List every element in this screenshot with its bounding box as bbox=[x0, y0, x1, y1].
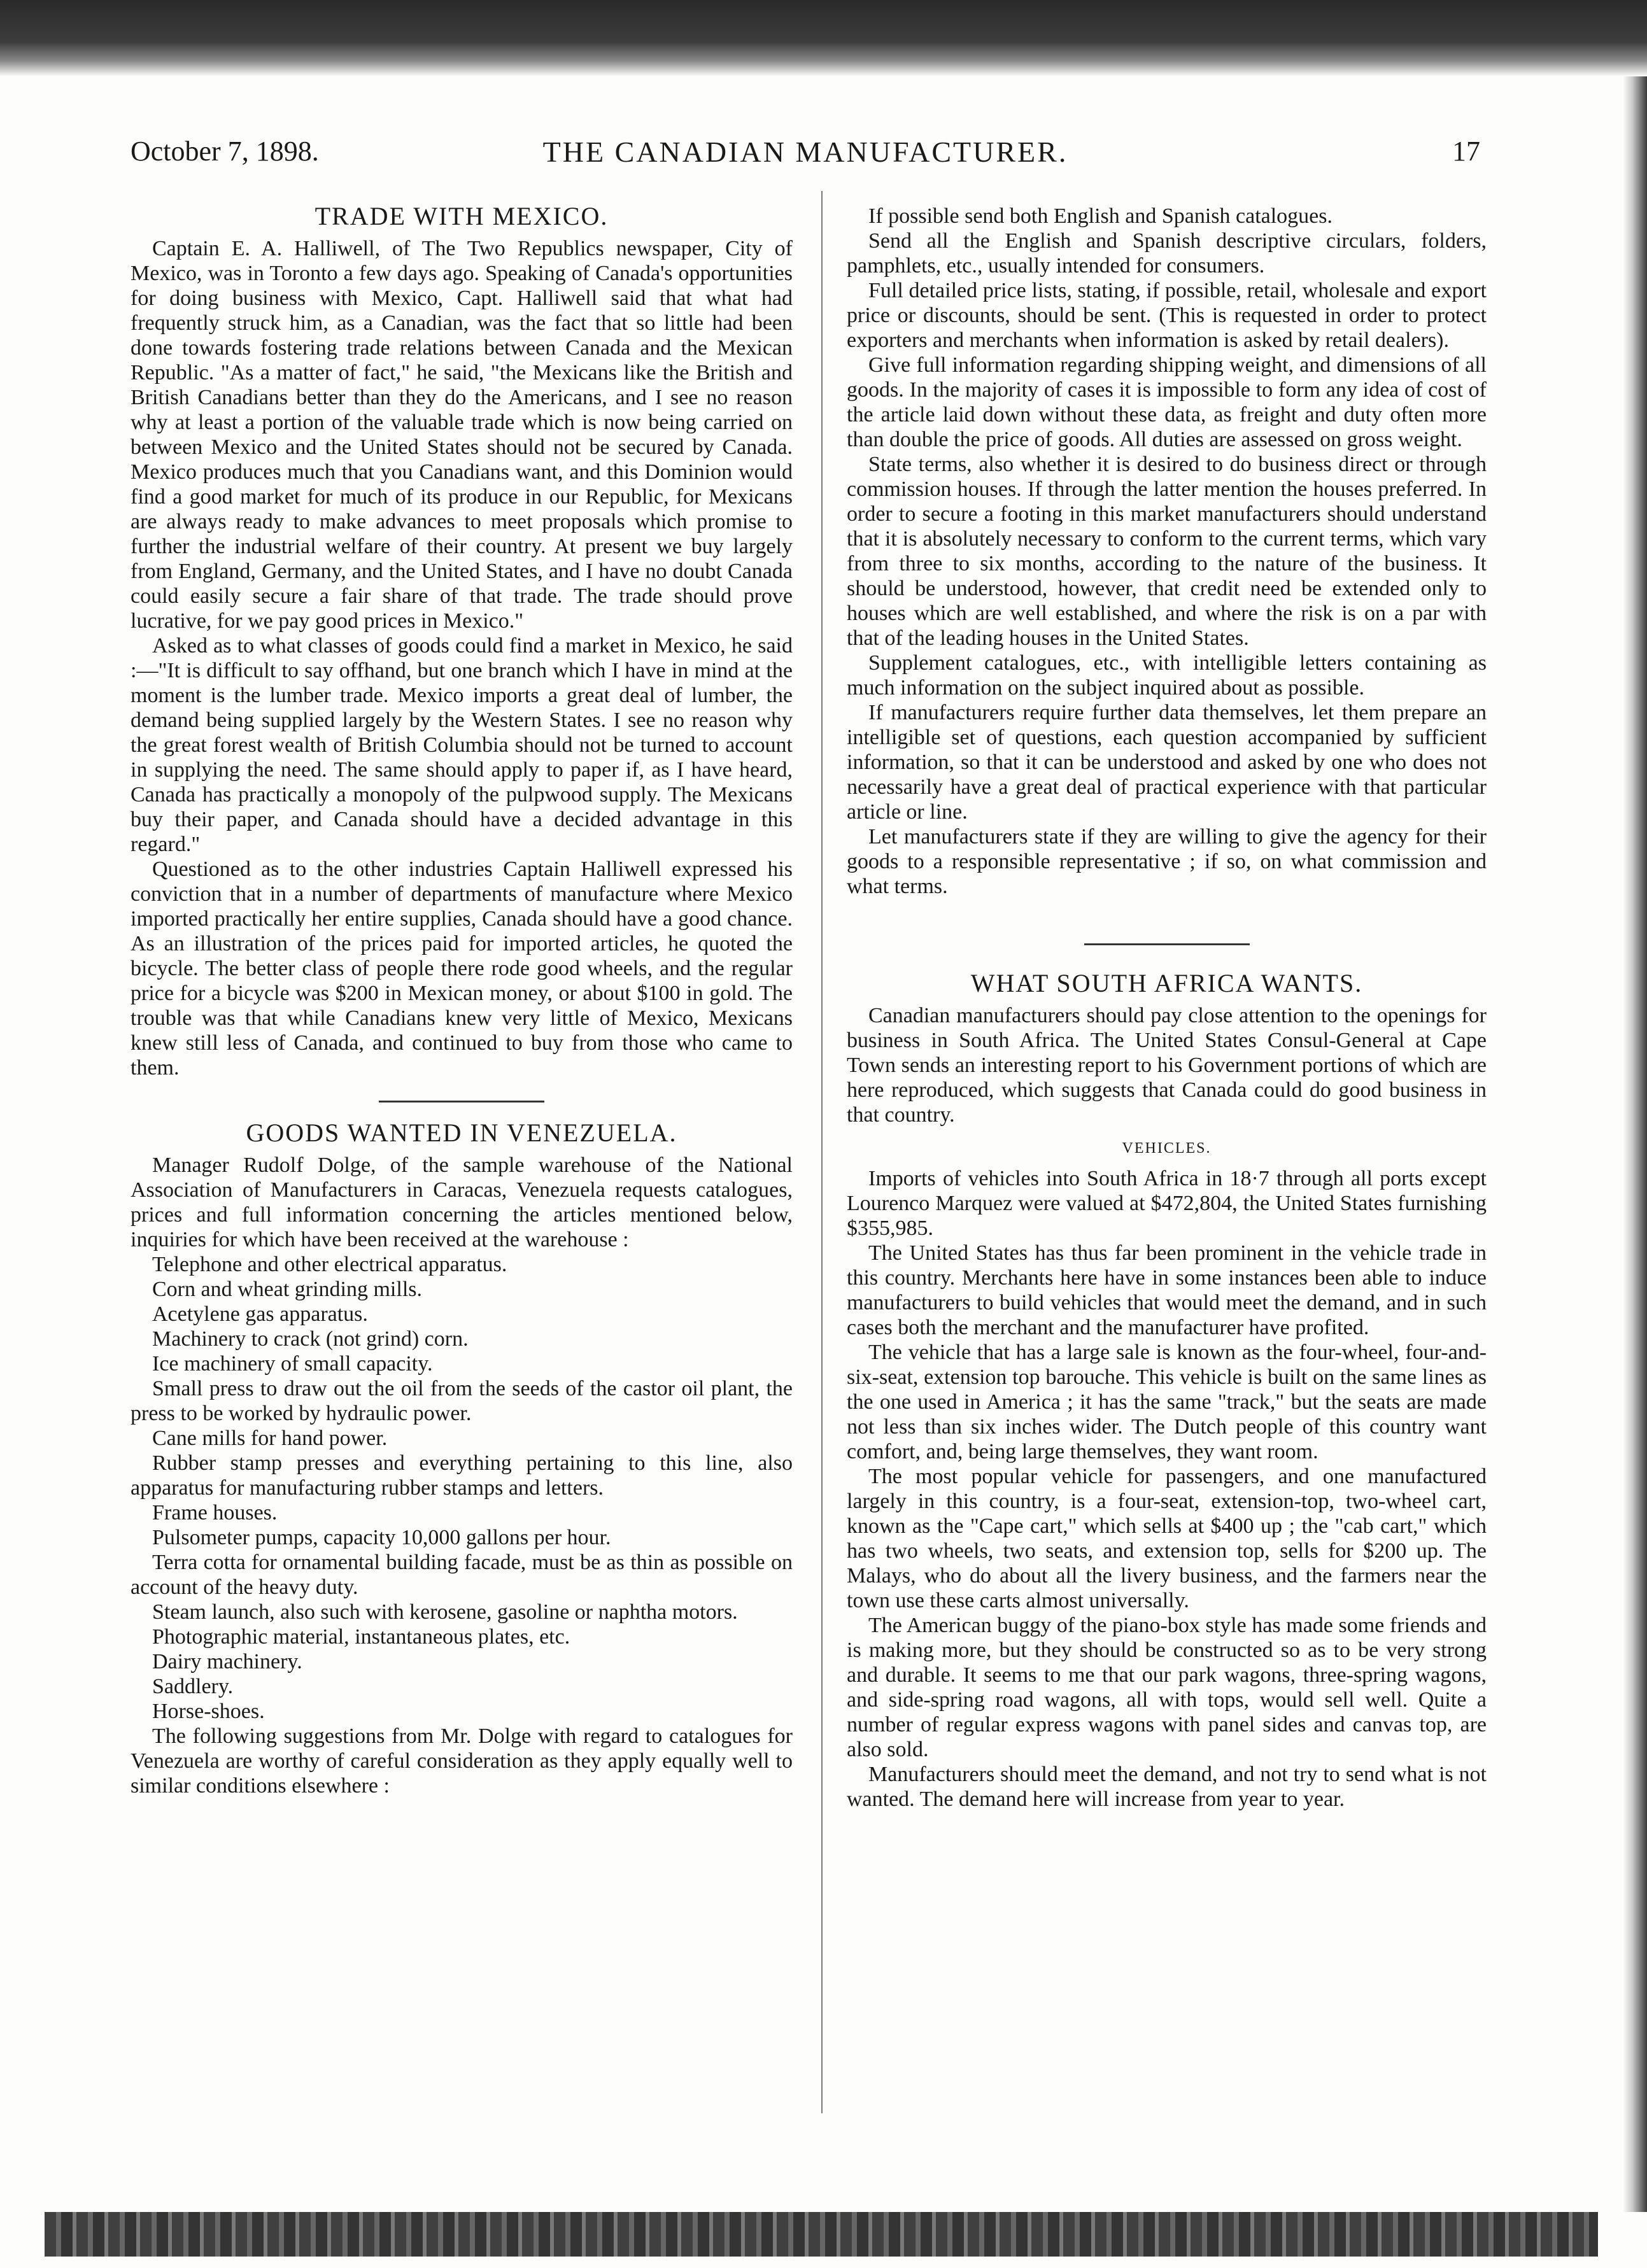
suggestion-item: If manufacturers require further data themselves, let them prepare an intelligible set of questions, each question accompanied by sufficient information, so that it can be understood and asked by one who does not necessarily have a great deal of practical experience with that particular article or line. bbox=[847, 701, 1487, 824]
list-item: Telephone and other electrical apparatus. bbox=[152, 1253, 507, 1276]
article-paragraph: The American buggy of the piano-box style has made some friends and is making more, but they should be constructed so as to be very strong and durable. It seems to me that our park wagons, three-spring wagons, and side-spring road wagons, all with tops, would sell well. Quite a number of regular express wagons with panel sides and canvas top, are also sold. bbox=[847, 1614, 1487, 1761]
list-item: Terra cotta for ornamental building facade, must be as thin as possible on account of the heavy duty. bbox=[131, 1551, 793, 1599]
article-what-south-africa-wants bbox=[847, 971, 1487, 1812]
article-paragraph: The United States has thus far been prominent in the vehicle trade in this country. Merchants here have in some instances been able to induce manufacturers to build vehicles that would meet the demand, and in such cases both the merchant and the manufacturer have profited. bbox=[847, 1241, 1487, 1339]
list-item: Pulsometer pumps, capacity 10,000 gallons per hour. bbox=[152, 1526, 611, 1549]
article-paragraph: The most popular vehicle for passengers, and one manufactured largely in this country, is a four-seat, extension-top, two-wheel cart, known as the "Cape cart," which sells at $400 up ; the "cab cart," which has two wheels, two seats, and extension top, sells for $200 up. The Malays, who do about all the livery business, and the farmers near the town use these carts almost universally. bbox=[847, 1465, 1487, 1612]
column-divider bbox=[821, 191, 823, 2113]
article-paragraph: Asked as to what classes of goods could find a market in Mexico, he said :—"It is difficult to say offhand, but one branch which I have in mind at the moment is the lumber trade. Mexico imports a great deal of lumber, the demand being supplied largely by the Western States. I see no reason why the great forest wealth of British Columbia should not be turned to account in supplying the need. The same should apply to paper if, as I have heard, Canada has practically a monopoly of the pulpwood supply. The Mexicans buy their paper, and Canada should have a decided advantage in this regard." bbox=[131, 634, 793, 856]
suggestion-item: State terms, also whether it is desired to do business direct or through commission houses. If through the latter mention the houses preferred. In order to secure a footing in this market manufacturers should understand that it is absolutely necessary to conform to the current terms, which vary from three to six months, according to the nature of the business. It should be understood, however, that credit need be extended only to houses which are well established, and where the risk is on a par with that of the leading houses in the United States. bbox=[847, 453, 1487, 650]
list-item: Horse-shoes. bbox=[152, 1700, 265, 1723]
scan-border-bottom bbox=[45, 2212, 1598, 2257]
suggestion-item: Give full information regarding shipping weight, and dimensions of all goods. In the majority of cases it is impossible to form any idea of cost of the article laid down without these data, as freight and duty often more than double the price of goods. All duties are assessed on gross weight. bbox=[847, 353, 1487, 451]
list-item: Ice machinery of small capacity. bbox=[152, 1352, 433, 1376]
article-paragraph: Captain E. A. Halliwell, of The Two Republics newspaper, City of Mexico, was in Toronto a few days ago. Speaking of Canada's opportunities for doing business with Mexico, Capt. Halliwell said that what had frequently struck him, as a Canadian, was the fact that so little had been done towards fostering trade relations between Canada and the Mexican Republic. "As a matter of fact," he said, "the Mexicans like the British and British Canadians better than they do the Americans, and I see no reason why at least a portion of the valuable trade which is now being carried on between Mexico and the United States should not be secured by Canada. Mexico produces much that you Canadians want, and this Dominion would find a good market for much of its produce in our Republic, for Mexicans are always ready to make advances to meet proposals which promise to further the industrial welfare of their country. At present we buy largely from England, Germany, and the United States, and I have no doubt Canada could easily secure a fair share of that trade. The trade should prove lucrative, for we pay good prices in Mexico." bbox=[131, 237, 793, 633]
article-trade-with-mexico bbox=[131, 204, 793, 1080]
list-item: Dairy machinery. bbox=[152, 1650, 302, 1673]
page-number: 17 bbox=[1452, 136, 1480, 167]
suggestion-item: Send all the English and Spanish descriptive circulars, folders, pamphlets, etc., usually intended for consumers. bbox=[847, 229, 1487, 278]
section-rule bbox=[379, 1101, 544, 1102]
left-column bbox=[131, 204, 793, 1798]
article-paragraph: Canadian manufacturers should pay close attention to the openings for business in South Africa. The United States Consul-General at Cape Town sends an interesting report to his Government portions of which are here reproduced, which suggests that Canada could do good business in that country. bbox=[847, 1004, 1487, 1127]
article-paragraph: Imports of vehicles into South Africa in 18·7 through all ports except Lourenco Marquez were valued at $472,804, the United States furnishing $355,985. bbox=[847, 1167, 1487, 1240]
list-item: Small press to draw out the oil from the seeds of the castor oil plant, the press to be worked by hydraulic power. bbox=[131, 1377, 793, 1425]
list-item: Saddlery. bbox=[152, 1675, 234, 1698]
suggestion-item: Full detailed price lists, stating, if possible, retail, wholesale and export price or discounts, should be sent. (This is requested in order to protect exporters and merchants when information is asked by retail dealers). bbox=[847, 279, 1487, 352]
article-paragraph: Questioned as to the other industries Captain Halliwell expressed his conviction that in a number of departments of manufacture where Mexico imported practically her entire supplies, Canada should have a good chance. As an illustration of the prices paid for imported articles, he quoted the bicycle. The better class of people there rode good wheels, and the regular price for a bicycle was $200 in Mexican money, or about $100 in gold. The trouble was that while Canadians knew very little of Mexico, Mexicans knew still less of Canada, and continued to buy from those who came to them. bbox=[131, 857, 793, 1080]
right-column bbox=[847, 204, 1487, 1812]
list-item: Acetylene gas apparatus. bbox=[152, 1302, 368, 1326]
list-item: Photographic material, instantaneous plates, etc. bbox=[152, 1625, 570, 1649]
header-date: October 7, 1898. bbox=[131, 136, 319, 167]
list-item: Machinery to crack (not grind) corn. bbox=[152, 1327, 469, 1351]
article-paragraph: The following suggestions from Mr. Dolge with regard to catalogues for Venezuela are worthy of careful consideration as they apply equally well to similar conditions elsewhere : bbox=[131, 1724, 793, 1798]
list-item: Steam launch, also such with kerosene, gasoline or naphtha motors. bbox=[152, 1600, 738, 1624]
list-item: Rubber stamp presses and everything pertaining to this line, also apparatus for manufacturing rubber stamps and letters. bbox=[131, 1451, 793, 1500]
suggestion-item: Supplement catalogues, etc., with intelligible letters containing as much information on the subject inquired about as possible. bbox=[847, 651, 1487, 700]
scan-border-right bbox=[1623, 76, 1647, 2212]
article-goods-wanted-in-venezuela bbox=[131, 1120, 793, 1798]
header-title: THE CANADIAN MANUFACTURER. bbox=[542, 136, 1068, 168]
suggestion-item: Let manufacturers state if they are willing to give the agency for their goods to a responsible representative ; if so, on what commission and what terms. bbox=[847, 825, 1487, 898]
list-item: Cane mills for hand power. bbox=[152, 1426, 388, 1450]
article-heading: GOODS WANTED IN VENEZUELA. bbox=[246, 1118, 677, 1147]
section-subhead: VEHICLES. bbox=[1122, 1140, 1212, 1157]
running-header bbox=[131, 135, 1480, 173]
article-paragraph: Manufacturers should meet the demand, and not try to send what is not wanted. The demand here will increase from year to year. bbox=[847, 1763, 1487, 1811]
section-rule bbox=[1084, 943, 1250, 945]
article-heading: TRADE WITH MEXICO. bbox=[315, 202, 609, 230]
list-item: Corn and wheat grinding mills. bbox=[152, 1278, 423, 1301]
wanted-items-list bbox=[131, 1252, 793, 1724]
scan-border-top bbox=[0, 0, 1647, 76]
venezuela-suggestions bbox=[847, 204, 1487, 899]
article-paragraph: Manager Rudolf Dolge, of the sample warehouse of the National Association of Manufacturers in Caracas, Venezuela requests catalogues, prices and full information concerning the articles mentioned below, inquiries for which have been received at the warehouse : bbox=[131, 1153, 793, 1251]
article-heading: WHAT SOUTH AFRICA WANTS. bbox=[970, 969, 1363, 997]
article-paragraph: The vehicle that has a large sale is known as the four-wheel, four-and-six-seat, extension top barouche. This vehicle is built on the same lines as the one used in America ; it has the same "track," but the seats are made not less than six inches wider. The Dutch people of this country want comfort, and, being large themselves, they want room. bbox=[847, 1341, 1487, 1463]
list-item: Frame houses. bbox=[152, 1501, 278, 1525]
suggestion-item: If possible send both English and Spanish catalogues. bbox=[868, 204, 1333, 228]
